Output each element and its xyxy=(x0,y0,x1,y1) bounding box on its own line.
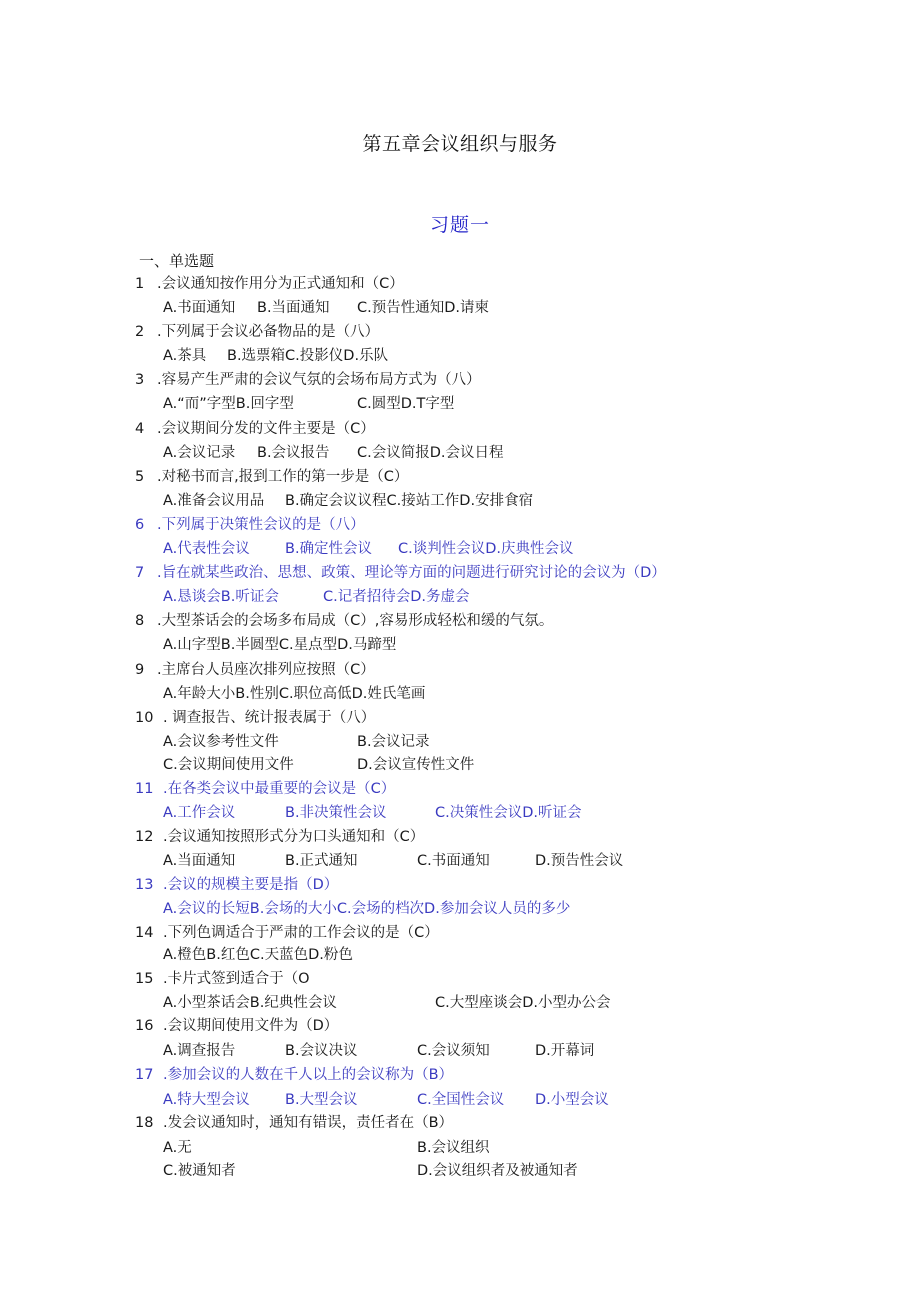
question-text: . 调查报告、统计报表属于（八） xyxy=(163,709,376,726)
question-text: .对秘书而言,报到工作的第一步是（C） xyxy=(157,468,409,485)
option: C.会议期间使用文件 xyxy=(163,756,294,773)
option: D.会议宣传性文件 xyxy=(357,756,475,773)
page-title: 第五章会议组织与服务 xyxy=(362,133,558,155)
option: D.会议组织者及被通知者 xyxy=(417,1163,578,1180)
option: A.会议记录 xyxy=(163,444,236,461)
option: D.小型会议 xyxy=(535,1092,609,1109)
option: B.会议组织 xyxy=(417,1140,490,1157)
question-14 xyxy=(0,921,920,967)
question-number: 9 xyxy=(135,661,145,678)
option: B.正式通知 xyxy=(285,852,358,869)
option: A.会议参考性文件 xyxy=(163,733,279,750)
question-4 xyxy=(0,417,920,465)
question-number: 17 xyxy=(135,1067,154,1084)
question-number: 14 xyxy=(135,925,154,942)
option: A.书面通知 xyxy=(163,300,236,316)
option: A.山字型B.半圆型C.星点型D.马蹄型 xyxy=(163,637,397,654)
option: B.会议记录 xyxy=(357,733,430,750)
question-text: .下列色调适合于严肃的工作会议的是（C） xyxy=(163,925,439,942)
question-number: 5 xyxy=(135,468,145,485)
option: A.准备会议用品 xyxy=(163,492,265,509)
option: A.代表性会议 xyxy=(163,540,250,557)
option: A.会议的长短B.会场的大小C.会场的档次D.参加会议人员的多少 xyxy=(163,901,571,918)
option: C.圆型D.T字型 xyxy=(357,396,455,413)
option: B.大型会议 xyxy=(285,1092,358,1109)
question-text: .容易产生严肃的会议气氛的会场布局方式为（八） xyxy=(157,372,481,389)
question-18 xyxy=(0,1111,920,1182)
question-text: .会议期间分发的文件主要是（C） xyxy=(157,420,375,437)
question-6 xyxy=(0,513,920,561)
question-5 xyxy=(0,465,920,513)
question-number: 18 xyxy=(135,1115,154,1132)
exercise-title: 习题一 xyxy=(429,214,490,236)
question-number: 8 xyxy=(135,613,145,630)
question-text: .卡片式签到适合于（O xyxy=(163,971,310,988)
question-number: 11 xyxy=(135,780,154,797)
question-number: 13 xyxy=(135,877,154,894)
option: A.当面通知 xyxy=(163,852,236,869)
question-text: .会议通知按照形式分为口头通知和（C） xyxy=(163,828,425,845)
option: A.无 xyxy=(163,1140,192,1157)
question-17 xyxy=(0,1063,920,1111)
option: B.选票箱C.投影仪D.乐队 xyxy=(227,348,389,365)
question-text: .会议的规模主要是指（D） xyxy=(163,877,339,894)
option: A.橙色B.红色C.天蓝色D.粉色 xyxy=(163,947,353,964)
option: C.会议简报D.会议日程 xyxy=(357,444,504,461)
question-number: 6 xyxy=(135,516,145,533)
question-number: 16 xyxy=(135,1018,154,1035)
question-2 xyxy=(0,320,920,368)
option: D.开幕词 xyxy=(535,1043,595,1060)
question-11 xyxy=(0,777,920,825)
option: C.书面通知 xyxy=(417,852,490,869)
question-8 xyxy=(0,609,920,657)
question-list xyxy=(0,272,920,1182)
option: C.记者招待会D.务虚会 xyxy=(323,589,470,606)
option: A.茶具 xyxy=(163,348,207,365)
question-text: .下列属于会议必备物品的是（八） xyxy=(157,324,380,341)
question-number: 2 xyxy=(135,324,145,341)
question-number: 3 xyxy=(135,372,145,389)
option: A.调查报告 xyxy=(163,1043,236,1060)
option: B.会议报告 xyxy=(257,444,330,461)
question-number: 4 xyxy=(135,420,145,437)
section-heading: 一、单选题 xyxy=(139,252,215,270)
option: D.预告性会议 xyxy=(535,852,624,869)
question-number: 10 xyxy=(135,709,154,726)
option: A.特大型会议 xyxy=(163,1092,250,1109)
question-3 xyxy=(0,368,920,416)
option: C.谈判性会议D.庆典性会议 xyxy=(398,540,574,557)
option: C.被通知者 xyxy=(163,1163,236,1180)
question-text: .下列属于决策性会议的是（八） xyxy=(157,516,365,533)
question-number: 7 xyxy=(135,565,145,582)
question-text: .大型茶话会的会场多布局成（C）,容易形成轻松和缓的气氛。 xyxy=(157,613,554,630)
question-16 xyxy=(0,1014,920,1063)
question-text: .主席台人员座次排列应按照（C） xyxy=(157,661,375,678)
option: A.“而”字型B.回字型 xyxy=(163,396,294,413)
question-text: .发会议通知时，通知有错误，责任者在（B） xyxy=(163,1115,454,1132)
option: B.会议决议 xyxy=(285,1043,358,1060)
question-text: .会议期间使用文件为（D） xyxy=(163,1018,339,1035)
option: A.工作会议 xyxy=(163,804,236,821)
option: A.年龄大小B.性别C.职位高低D.姓氏笔画 xyxy=(163,685,426,702)
question-number: 1 xyxy=(135,276,145,292)
option: C.会议须知 xyxy=(417,1043,490,1060)
question-13 xyxy=(0,873,920,921)
option: B.当面通知 xyxy=(257,300,330,316)
option: C.预告性通知D.请柬 xyxy=(357,300,490,316)
question-text: .旨在就某些政治、思想、政策、理论等方面的问题进行研究讨论的会议为（D） xyxy=(157,565,666,582)
option: C.大型座谈会D.小型办公会 xyxy=(435,995,611,1012)
option: B.确定会议议程C.接站工作D.安排食宿 xyxy=(285,492,534,509)
option: C.全国性会议 xyxy=(417,1092,505,1109)
option: A.小型茶话会B.纪典性会议 xyxy=(163,995,337,1012)
question-9 xyxy=(0,658,920,706)
question-text: .在各类会议中最重要的会议是（C） xyxy=(163,780,396,797)
question-text: .会议通知按作用分为正式通知和（C） xyxy=(157,276,404,292)
question-15 xyxy=(0,967,920,1014)
question-number: 12 xyxy=(135,828,154,845)
option: C.决策性会议D.听证会 xyxy=(435,804,582,821)
question-1 xyxy=(0,272,920,320)
question-7 xyxy=(0,561,920,609)
option: A.恳谈会B.听证会 xyxy=(163,589,279,606)
question-12 xyxy=(0,825,920,873)
option: B.确定性会议 xyxy=(285,540,373,557)
question-number: 15 xyxy=(135,971,154,988)
question-text: .参加会议的人数在千人以上的会议称为（B） xyxy=(163,1067,454,1084)
option: B.非决策性会议 xyxy=(285,804,387,821)
question-10 xyxy=(0,706,920,777)
